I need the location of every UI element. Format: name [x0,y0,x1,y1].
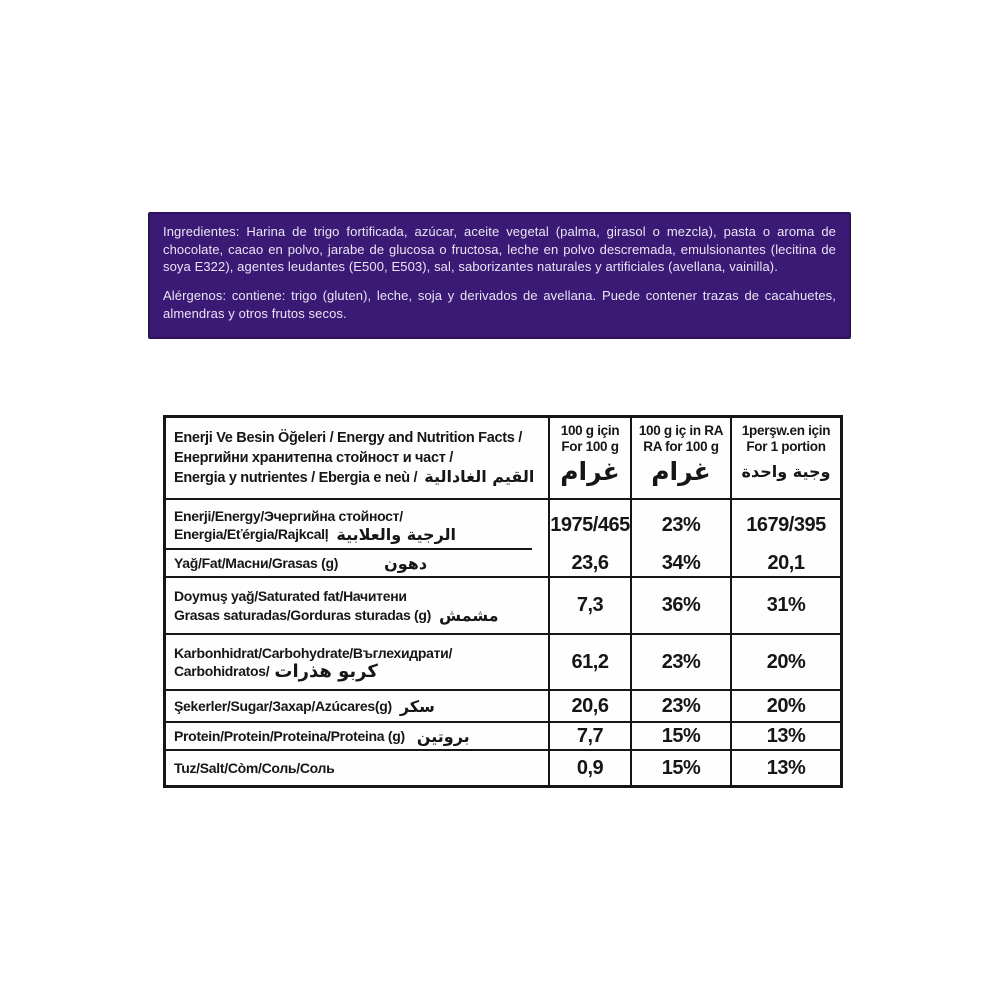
allergens-paragraph: Alérgenos: contiene: trigo (gluten), leche, soja y derivados de avellana. Puede contener trazas de cacahuetes, almendras y otros frutos secos. [163,288,836,321]
header-portion-cell: 1perşw.en için For 1 portion وجية واحدة [732,418,840,500]
row-protein-arabic: بروتين [416,726,470,746]
header-ra100-arabic: غرام [651,457,711,487]
header-title-cell [166,418,550,500]
row-salt-per100: 0,9 [550,751,632,785]
row-carb-arabic: كربو هذرات [274,661,378,682]
header-title-line2: Енергийни хранитепна стойност и част / [174,449,453,466]
ingredients-panel [148,212,851,339]
row-protein-label: Protein/Protein/Proteina/Proteina (g) بروتين [166,723,550,751]
row-sugar-ra100: 23% [632,691,732,723]
row-satfat-ra100: 36% [632,578,732,635]
row-fat-portion: 20,1 [732,550,840,578]
row-satfat-arabic: مشمش [439,605,499,625]
row-fat-arabic: دهون [384,553,428,573]
header-ra100-cell: 100 g iç in RA RA for 100 g غرام [632,418,732,500]
row-energy-arabic: الرجية والعلابية [336,525,457,544]
row-carb-portion: 20% [732,635,840,691]
row-sugar-portion: 20% [732,691,840,723]
header-title-line1: Enerji Ve Besin Öğeleri / Energy and Nutrition Facts / [174,429,523,446]
row-energy-ra100: 23% [632,500,732,550]
row-energy-per100: 1975/465 [550,500,632,550]
ingredients-paragraph: Ingredientes: Harina de trigo fortificada, azúcar, aceite vegetal (palma, girasol o mezcla), pasta o aroma de chocolate, cacao en polvo, jarabe de glucosa o fructosa, leche en polvo descremada, emulsionantes (lecitina de soya E322), agentes leudantes (E500, E503), sal, saborizantes naturales y artificiales (avellana, vainilla). [163,224,836,275]
header-per100-arabic: غرام [560,457,620,487]
row-energy-portion: 1679/395 [746,513,826,536]
row-salt-label: Tuz/Salt/Còm/Соль/Соль [166,751,550,785]
header-portion-arabic: وجية واحدة [741,462,831,482]
header-title-arabic: القيم الغادالية [424,467,535,487]
row-sugar-label: Şekerler/Sugar/Захар/Azúcares(g) سكر [166,691,550,723]
row-fat-ra100: 34% [632,550,732,578]
row-sugar-per100: 20,6 [550,691,632,723]
row-protein-ra100: 15% [632,723,732,751]
row-carb-per100: 61,2 [550,635,632,691]
row-fat-per100: 23,6 [550,550,632,578]
row-fat-label: Yağ/Fat/Масни/Grasas (g) دهون [166,550,550,578]
nutrition-table [163,415,843,788]
row-salt-ra100: 15% [632,751,732,785]
row-sugar-arabic: سكر [399,696,435,716]
header-per100-cell: 100 g için For 100 g غرام [550,418,632,500]
row-protein-per100: 7,7 [550,723,632,751]
row-satfat-portion: 31% [732,578,840,635]
header-title-line3: Energia y nutrientes / Ebergia e neù / القيم الغادالية [174,467,535,487]
row-satfat-per100: 7,3 [550,578,632,635]
row-carb-ra100: 23% [632,635,732,691]
row-salt-portion: 13% [766,756,806,779]
row-satfat-label: Doymuş yağ/Saturated fat/Начитени Grasas saturadas/Gorduras sturadas (g) مشمش [166,578,550,635]
row-energy-label: Enerji/Energy/Эчергийна стойност/ Energia/Eťérgia/Rajkcalļ الرجية والعلابية [166,500,550,550]
row-carb-label: Karbonhidrat/Carbohydrate/Въглехидрати/ Carbohidratos/ كربو هذرات [166,635,550,691]
row-protein-portion: 13% [732,723,840,751]
